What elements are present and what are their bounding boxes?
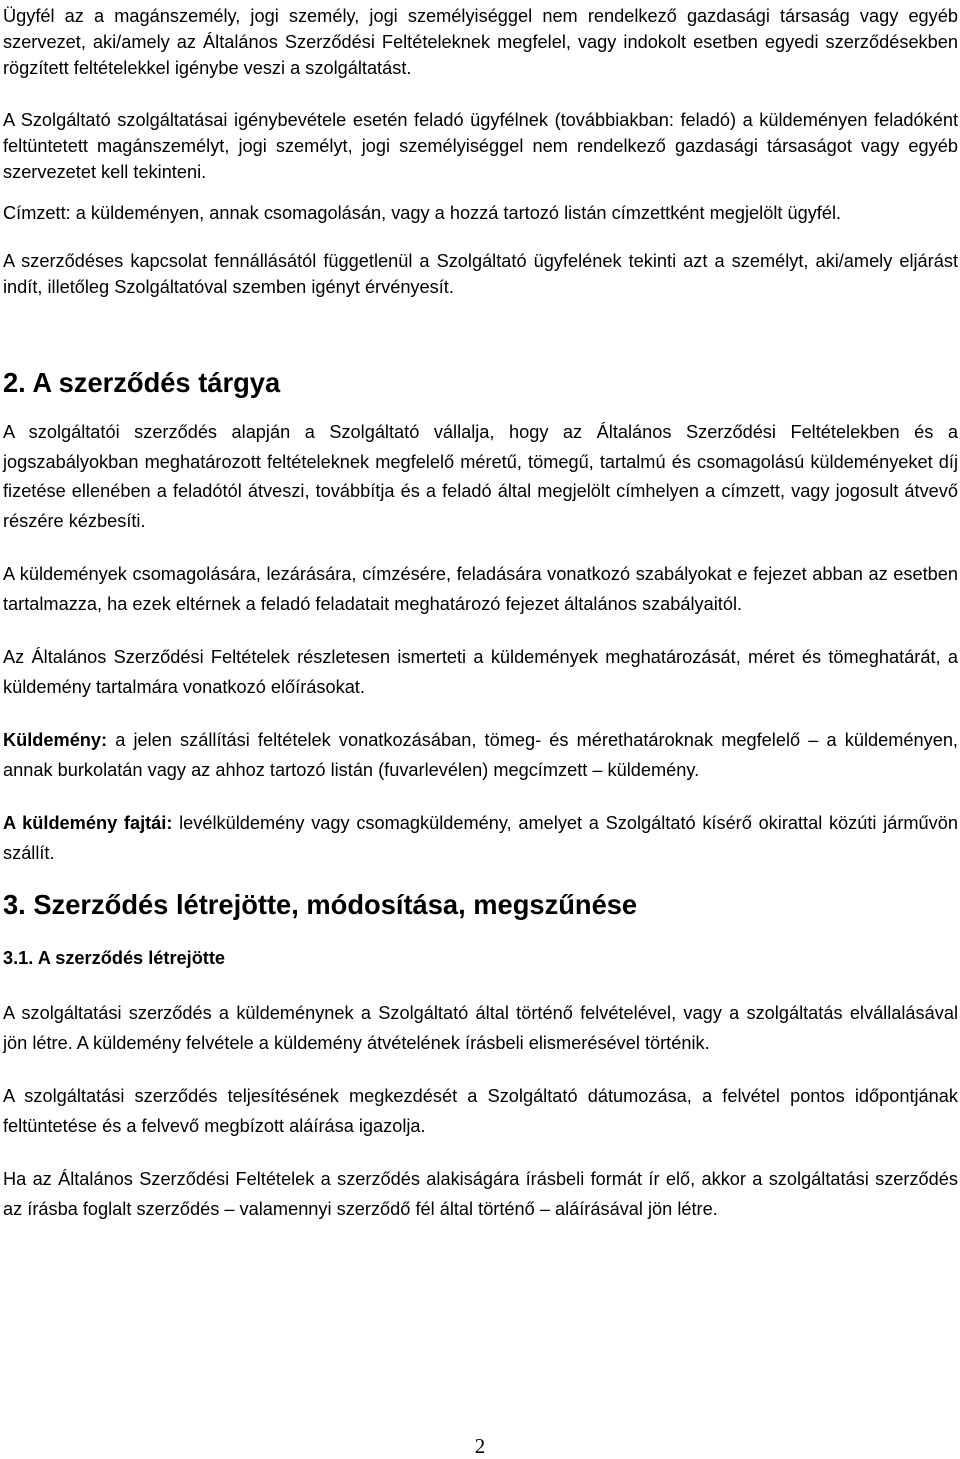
paragraph-contract-relationship: A szerződéses kapcsolat fennállásától függetlenül a Szolgáltató ügyfelének tekinti azt a személyt, aki/amely eljárást indít, illetőleg Szolgáltatóval szemben igényt érvényesít. bbox=[3, 251, 958, 297]
shipment-label: Küldemény: bbox=[3, 730, 108, 750]
shipment-types-label: A küldemény fajtái: bbox=[3, 813, 173, 833]
paragraph-sender-definition: A Szolgáltató szolgáltatásai igénybevétele esetén feladó ügyfélnek (továbbiakban: feladó) a küldeményen feladóként feltüntetett magánszemélyt, jogi személyt, jogi személyiséggel nem rendelkező gazdasági társaságot vagy egyéb szervezetet kell tekinteni. bbox=[3, 110, 958, 182]
paragraph-packaging-rules: A küldemények csomagolására, lezárására, címzésére, feladására vonatkozó szabályokat e fejezet abban az esetben tartalmazza, ha ezek eltérnek a feladó feladatait meghatározó fejezet általános szabályaitól. bbox=[3, 564, 958, 614]
page-number: 2 bbox=[474, 1434, 486, 1458]
section-heading-3: 3. Szerződés létrejötte, módosítása, megszűnése bbox=[3, 889, 638, 920]
paragraph-shipment-types bbox=[3, 809, 958, 868]
shipment-types-text: levélküldemény vagy csomagküldemény, amelyet a Szolgáltató kísérő okirattal közúti járművön szállít. bbox=[3, 813, 958, 863]
section-heading-2: 2. A szerződés tárgya bbox=[3, 367, 281, 398]
paragraph-contract-subject: A szolgáltatói szerződés alapján a Szolgáltató vállalja, hogy az Általános Szerződési Feltételekben és a jogszabályokban meghatározott feltételeknek megfelelő méretű, tömegű, tartalmú és csomagolású küldeményeket díj fizetése ellenében a feladótól átveszi, továbbítja és a feladó által megjelölt címhelyen a címzett, vagy jogosult átvevő részére kézbesíti. bbox=[3, 422, 958, 531]
paragraph-contract-formation: A szolgáltatási szerződés a küldeménynek a Szolgáltató által történő felvételével, vagy a szolgáltatás elvállalásával jön létre. A küldemény felvétele a küldemény átvételének írásbeli elismerésével történik. bbox=[3, 1003, 958, 1053]
paragraph-client-definition: Ügyfél az a magánszemély, jogi személy, jogi személyiséggel nem rendelkező gazdasági társaság vagy egyéb szervezet, aki/amely az Általános Szerződési Feltételeknek megfelel, vagy indokolt esetben egyedi szerződésekben rögzített feltételekkel igénybe veszi a szolgáltatást. bbox=[3, 6, 958, 78]
paragraph-contract-start: A szolgáltatási szerződés teljesítésének megkezdését a Szolgáltató dátumozása, a felvétel pontos időpontjának feltüntetése és a felvevő megbízott aláírása igazolja. bbox=[3, 1086, 958, 1136]
paragraph-shipment-limits: Az Általános Szerződési Feltételek részletesen ismerteti a küldemények meghatározását, méret és tömeghatárát, a küldemény tartalmára vonatkozó előírásokat. bbox=[3, 647, 958, 697]
paragraph-shipment-definition bbox=[3, 726, 958, 785]
paragraph-written-form: Ha az Általános Szerződési Feltételek a szerződés alakiságára írásbeli formát ír elő, akkor a szolgáltatási szerződés az írásba foglalt szerződés – valamennyi szerződő fél által történő – aláírásával jön létre. bbox=[3, 1169, 958, 1219]
paragraph-recipient-definition: Címzett: a küldeményen, annak csomagolásán, vagy a hozzá tartozó listán címzettként megjelölt ügyfél. bbox=[3, 203, 842, 223]
document-page bbox=[3, 3, 958, 1224]
shipment-text: a jelen szállítási feltételek vonatkozásában, tömeg- és mérethatároknak megfelelő – a küldeményen, annak burkolatán vagy az ahhoz tartozó listán (fuvarlevélen) megcímzett – küldemény. bbox=[3, 730, 958, 780]
section-heading-3-1: 3.1. A szerződés létrejötte bbox=[3, 948, 226, 968]
